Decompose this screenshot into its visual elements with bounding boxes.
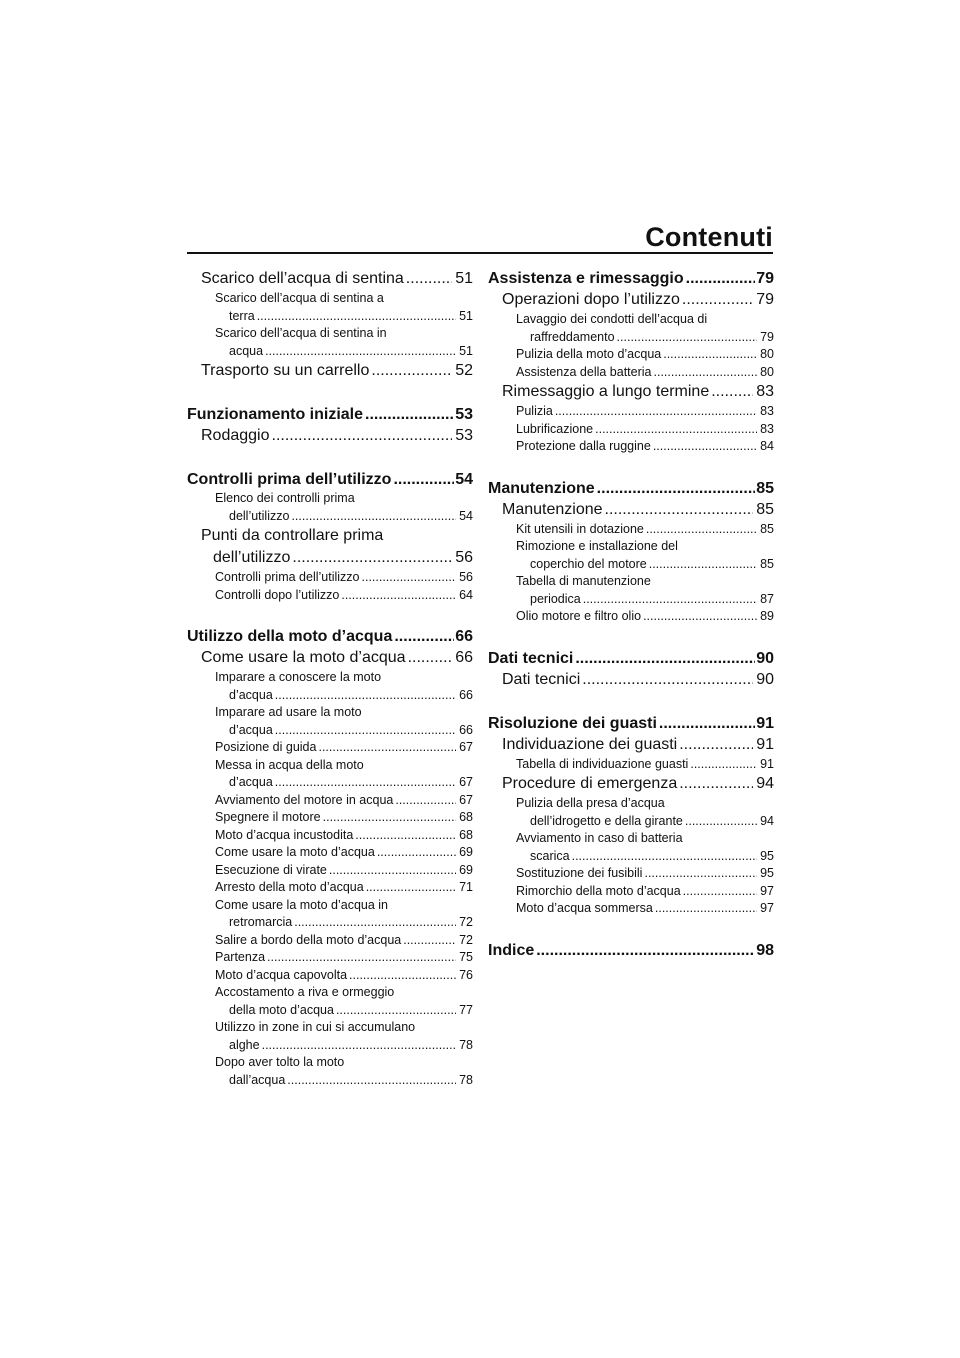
toc-page-number: 67 <box>459 740 473 754</box>
dot-leader <box>365 404 454 425</box>
toc-subsection[interactable] <box>187 967 473 985</box>
toc-subsection[interactable] <box>187 792 473 810</box>
toc-entry-title: periodica <box>530 591 581 606</box>
toc-page-number: 67 <box>459 792 473 807</box>
toc-page-number: 77 <box>459 1002 473 1017</box>
toc-subsection[interactable] <box>187 879 473 897</box>
toc-page-number: 80 <box>760 347 774 361</box>
toc-column-left <box>187 268 473 1089</box>
toc-entry-title: Come usare la moto d’acqua in <box>215 897 389 912</box>
toc-page-number: 90 <box>756 649 774 667</box>
toc-entry-title: Rimessaggio a lungo termine <box>502 383 710 400</box>
dot-leader <box>536 940 755 961</box>
dot-leader <box>575 648 755 669</box>
toc-entry-title: Kit utensili in dotazione <box>516 521 644 536</box>
toc-page-number: 85 <box>756 479 774 497</box>
toc-entry-title: Partenza <box>215 950 266 964</box>
toc-subsection[interactable] <box>187 1019 473 1054</box>
dot-leader <box>272 425 453 447</box>
toc-entry-title: Moto d’acqua sommersa <box>516 901 653 915</box>
toc-page-number: 83 <box>760 404 774 418</box>
toc-entry-title: Operazioni dopo l’utilizzo <box>502 291 680 308</box>
dot-leader <box>275 687 456 705</box>
toc-subsection[interactable] <box>488 311 774 346</box>
toc-entry-title: Risoluzione dei guasti <box>488 714 657 732</box>
toc-page-number: 78 <box>459 1037 473 1052</box>
toc-section[interactable] <box>488 734 774 756</box>
toc-entry-title: Controlli prima dell’utilizzo <box>187 471 392 488</box>
dot-leader <box>653 438 757 456</box>
toc-page-number: 91 <box>756 735 774 753</box>
toc-section[interactable] <box>187 425 473 447</box>
dot-leader <box>323 809 456 827</box>
dot-leader <box>583 591 757 609</box>
toc-subsection[interactable] <box>187 949 473 967</box>
toc-page-number: 79 <box>756 291 774 308</box>
toc-entry-title: dell’utilizzo <box>229 508 290 523</box>
toc-page-number: 56 <box>455 549 473 566</box>
toc-page-number: 52 <box>455 362 473 379</box>
dot-leader <box>394 626 454 647</box>
toc-subsection[interactable] <box>187 587 473 605</box>
toc-entry-title: Olio motore e filtro olio <box>516 609 642 623</box>
toc-page-number: 97 <box>760 883 774 898</box>
toc-entry-title: Come usare la moto d’acqua <box>201 649 406 666</box>
toc-page-number: 51 <box>459 308 473 323</box>
toc-section[interactable] <box>187 525 473 569</box>
toc-subsection[interactable] <box>187 325 473 360</box>
toc-entry-title: Rimorchio della moto d’acqua <box>516 883 681 898</box>
dot-leader <box>371 360 452 382</box>
toc-entry-title: Scarico dell’acqua di sentina in <box>215 326 387 340</box>
toc-page-number: 51 <box>459 343 473 358</box>
toc-chapter[interactable] <box>488 713 774 734</box>
dot-leader <box>294 914 456 932</box>
toc-entry-title: alghe <box>229 1037 260 1052</box>
toc-subsection[interactable] <box>187 704 473 739</box>
dot-leader <box>643 608 757 626</box>
toc-subsection[interactable] <box>488 795 774 830</box>
toc-page-number: 64 <box>459 587 473 602</box>
toc-page-number: 95 <box>760 848 774 863</box>
dot-leader <box>617 329 758 347</box>
dot-leader <box>318 739 456 757</box>
dot-leader <box>329 862 456 880</box>
toc-page-number: 83 <box>760 421 774 436</box>
toc-section[interactable] <box>488 669 774 691</box>
toc-entry-title: Arresto della moto d’acqua <box>215 880 364 894</box>
toc-entry-title: dell’utilizzo <box>213 549 291 566</box>
toc-subsection[interactable] <box>488 364 774 382</box>
toc-page-number: 87 <box>760 591 774 606</box>
toc-column-right <box>488 268 774 961</box>
toc-entry-title: Pulizia <box>516 404 553 418</box>
toc-entry-title: Controlli dopo l’utilizzo <box>215 587 340 602</box>
toc-chapter[interactable] <box>187 404 473 425</box>
toc-entry-title: Controlli prima dell’utilizzo <box>215 570 360 584</box>
toc-entry-title: Dopo aver tolto la moto <box>215 1055 345 1069</box>
toc-subsection[interactable] <box>187 1054 473 1089</box>
toc-page-number: 85 <box>756 500 774 518</box>
toc-page-number: 78 <box>459 1072 473 1087</box>
dot-leader <box>395 792 456 810</box>
toc-subsection[interactable] <box>187 932 473 950</box>
dot-leader <box>257 308 456 326</box>
dot-leader <box>605 499 754 521</box>
toc-entry-title: Lavaggio dei condotti dell’acqua di <box>516 312 708 326</box>
toc-page-number: 80 <box>760 364 774 379</box>
toc-chapter[interactable] <box>488 648 774 669</box>
toc-subsection[interactable] <box>488 538 774 573</box>
toc-entry-title: acqua <box>229 343 264 358</box>
toc-entry-title: Rimozione e installazione del <box>516 539 678 553</box>
toc-entry-title: dall’acqua <box>229 1072 286 1087</box>
toc-page-number: 97 <box>760 901 774 915</box>
toc-subsection[interactable] <box>488 521 774 539</box>
toc-entry-title: d’acqua <box>229 722 273 737</box>
toc-subsection[interactable] <box>488 573 774 608</box>
toc-entry-title: Rodaggio <box>201 427 270 444</box>
toc-entry-title: retromarcia <box>229 915 293 929</box>
dot-leader <box>682 289 753 311</box>
toc-page-number: 91 <box>756 714 774 732</box>
toc-page-number: 72 <box>459 932 473 947</box>
toc-subsection[interactable] <box>187 984 473 1019</box>
toc-entry-title: Messa in acqua della moto <box>215 757 364 772</box>
toc-page-number: 51 <box>455 270 473 287</box>
toc-entry-title: Utilizzo in zone in cui si accumulano <box>215 1020 416 1034</box>
toc-section[interactable] <box>187 647 473 669</box>
toc-subsection[interactable] <box>488 883 774 901</box>
toc-entry-title: Trasporto su un carrello <box>201 362 370 379</box>
dot-leader <box>659 713 755 734</box>
toc-entry-title: Tabella di individuazione guasti <box>516 756 689 771</box>
dot-leader <box>686 268 756 289</box>
toc-page-number: 56 <box>459 570 473 584</box>
toc-section[interactable] <box>187 360 473 382</box>
toc-page-number: 79 <box>760 329 774 344</box>
dot-leader <box>683 883 757 901</box>
toc-page-number: 94 <box>756 775 774 792</box>
toc-entry-title: della moto d’acqua <box>229 1002 334 1017</box>
dot-leader <box>292 547 452 569</box>
toc-entry-title: Esecuzione di virate <box>215 862 327 877</box>
dot-leader <box>406 268 452 290</box>
toc-subsection[interactable] <box>488 346 774 364</box>
toc-subsection[interactable] <box>187 290 473 325</box>
toc-subsection[interactable] <box>187 739 473 757</box>
dot-leader <box>555 403 757 421</box>
toc-section[interactable] <box>488 381 774 403</box>
toc-entry-title: d’acqua <box>229 687 273 702</box>
dot-leader <box>644 865 757 883</box>
toc-page-number: 98 <box>756 941 774 959</box>
dot-leader <box>362 569 457 587</box>
toc-page-number: 66 <box>459 687 473 702</box>
toc-page-number: 69 <box>459 845 473 859</box>
dot-leader <box>265 343 456 361</box>
dot-leader <box>685 813 757 831</box>
toc-entry-title: Salire a bordo della moto d’acqua <box>215 932 402 947</box>
dot-leader <box>393 469 454 490</box>
toc-entry-title: Manutenzione <box>488 479 595 497</box>
toc-chapter[interactable] <box>488 940 774 961</box>
toc-chapter[interactable] <box>187 469 473 490</box>
toc-page-number: 89 <box>760 609 774 623</box>
dot-leader <box>287 1072 456 1090</box>
dot-leader <box>403 932 456 950</box>
toc-entry-title: Avviamento in caso di batteria <box>516 831 683 845</box>
toc-entry-title: Funzionamento iniziale <box>187 406 364 423</box>
toc-subsection[interactable] <box>187 809 473 827</box>
toc-entry-title: Assistenza e rimessaggio <box>488 270 684 287</box>
dot-leader <box>690 756 757 774</box>
dot-leader <box>377 844 456 862</box>
toc-page-number: 66 <box>455 628 473 645</box>
toc-entry-title: Lubrificazione <box>516 421 594 436</box>
toc-subsection[interactable] <box>187 862 473 880</box>
toc-entry-title: scarica <box>530 848 570 863</box>
toc-page-number: 66 <box>459 722 473 737</box>
toc-page-number: 68 <box>459 810 473 824</box>
toc-entry-title: Scarico dell’acqua di sentina a <box>215 291 384 305</box>
toc-entry-title: Dati tecnici <box>502 670 581 688</box>
toc-entry-title: Come usare la moto d’acqua <box>215 845 375 859</box>
toc-page-number: 54 <box>455 471 473 488</box>
toc-entry-title: Imparare a conoscere la moto <box>215 670 382 684</box>
toc-page-number: 68 <box>459 827 473 842</box>
toc-entry-title: Assistenza della batteria <box>516 364 652 379</box>
toc-entry-title: terra <box>229 308 255 323</box>
toc-page-number: 83 <box>756 383 774 400</box>
dot-leader <box>355 827 456 845</box>
dot-leader <box>679 734 753 756</box>
toc-page-number: 90 <box>756 670 774 688</box>
toc-entry-title: Elenco dei controlli prima <box>215 491 355 505</box>
dot-leader <box>663 346 757 364</box>
toc-page-number: 84 <box>760 439 774 453</box>
toc-page-number: 75 <box>459 950 473 964</box>
toc-page-number: 85 <box>760 556 774 571</box>
dot-leader <box>646 521 757 539</box>
toc-page-number: 71 <box>459 880 473 894</box>
toc-page-number: 53 <box>455 406 473 423</box>
toc-entry-title: Indice <box>488 941 535 959</box>
dot-leader <box>275 774 456 792</box>
toc-entry-title: Pulizia della presa d’acqua <box>516 796 665 810</box>
dot-leader <box>679 773 753 795</box>
toc-page-number: 53 <box>455 427 473 444</box>
toc-entry-title: Punti da controllare prima <box>201 527 384 544</box>
toc-subsection[interactable] <box>488 403 774 421</box>
dot-leader <box>341 587 456 605</box>
toc-page-number: 85 <box>760 521 774 536</box>
toc-subsection[interactable] <box>187 757 473 792</box>
toc-subsection[interactable] <box>488 421 774 439</box>
toc-section[interactable] <box>187 268 473 290</box>
toc-subsection[interactable] <box>187 490 473 525</box>
toc-entry-title: Utilizzo della moto d’acqua <box>187 628 393 645</box>
toc-page-number: 69 <box>459 862 473 877</box>
toc-subsection[interactable] <box>187 844 473 862</box>
dot-leader <box>711 381 753 403</box>
toc-page-number: 94 <box>760 813 774 828</box>
dot-leader <box>275 722 456 740</box>
dot-leader <box>349 967 456 985</box>
toc-section[interactable] <box>488 289 774 311</box>
toc-page-number: 54 <box>459 508 473 523</box>
toc-entry-title: Posizione di guida <box>215 740 317 754</box>
dot-leader <box>597 478 756 499</box>
toc-entry-title: d’acqua <box>229 775 273 789</box>
toc-subsection[interactable] <box>488 608 774 626</box>
page-title: Contenuti <box>645 222 773 252</box>
toc-subsection[interactable] <box>488 756 774 774</box>
toc-page-number: 95 <box>760 866 774 880</box>
dot-leader <box>582 669 753 691</box>
dot-leader <box>655 900 757 918</box>
toc-page-number: 66 <box>455 649 473 666</box>
dot-leader <box>654 364 758 382</box>
toc-subsection[interactable] <box>488 900 774 918</box>
toc-entry-title: Dati tecnici <box>488 649 574 667</box>
toc-entry-title: Avviamento del motore in acqua <box>215 792 394 807</box>
toc-entry-title: Manutenzione <box>502 500 603 518</box>
toc-page-number: 76 <box>459 967 473 982</box>
title-divider <box>187 252 773 254</box>
dot-leader <box>366 879 456 897</box>
toc-entry-title: coperchio del motore <box>530 556 647 571</box>
toc-entry-title: Sostituzione dei fusibili <box>516 866 643 880</box>
toc-subsection[interactable] <box>187 569 473 587</box>
toc-entry-title: Protezione dalla ruggine <box>516 439 651 453</box>
toc-page-number: 72 <box>459 915 473 929</box>
toc-subsection[interactable] <box>187 669 473 704</box>
toc-entry-title: Scarico dell’acqua di sentina <box>201 270 404 287</box>
dot-leader <box>649 556 757 574</box>
dot-leader <box>408 647 453 669</box>
toc-chapter[interactable] <box>488 268 774 289</box>
toc-entry-title: Moto d’acqua incustodita <box>215 827 354 842</box>
toc-entry-title: dell’idrogetto e della girante <box>530 813 683 828</box>
toc-page-number: 67 <box>459 775 473 789</box>
toc-subsection[interactable] <box>187 827 473 845</box>
toc-section[interactable] <box>488 499 774 521</box>
toc-entry-title: raffreddamento <box>530 329 615 344</box>
toc-page-number: 91 <box>760 756 774 771</box>
toc-page-number: 79 <box>756 270 774 287</box>
toc-entry-title: Individuazione dei guasti <box>502 735 678 753</box>
toc-subsection[interactable] <box>488 438 774 456</box>
toc-section[interactable] <box>488 773 774 795</box>
toc-entry-title: Spegnere il motore <box>215 810 321 824</box>
toc-chapter[interactable] <box>488 478 774 499</box>
toc-entry-title: Accostamento a riva e ormeggio <box>215 985 395 999</box>
toc-subsection[interactable] <box>488 865 774 883</box>
dot-leader <box>595 421 757 439</box>
toc-subsection[interactable] <box>488 830 774 865</box>
dot-leader <box>267 949 456 967</box>
toc-entry-title: Moto d’acqua capovolta <box>215 967 348 982</box>
toc-entry-title: Imparare ad usare la moto <box>215 705 362 719</box>
dot-leader <box>572 848 758 866</box>
toc-entry-title: Pulizia della moto d’acqua <box>516 347 662 361</box>
toc-subsection[interactable] <box>187 897 473 932</box>
toc-entry-title: Procedure di emergenza <box>502 775 678 792</box>
toc-chapter[interactable] <box>187 626 473 647</box>
dot-leader <box>262 1037 457 1055</box>
dot-leader <box>291 508 456 526</box>
dot-leader <box>336 1002 456 1020</box>
toc-entry-title: Tabella di manutenzione <box>516 574 651 588</box>
